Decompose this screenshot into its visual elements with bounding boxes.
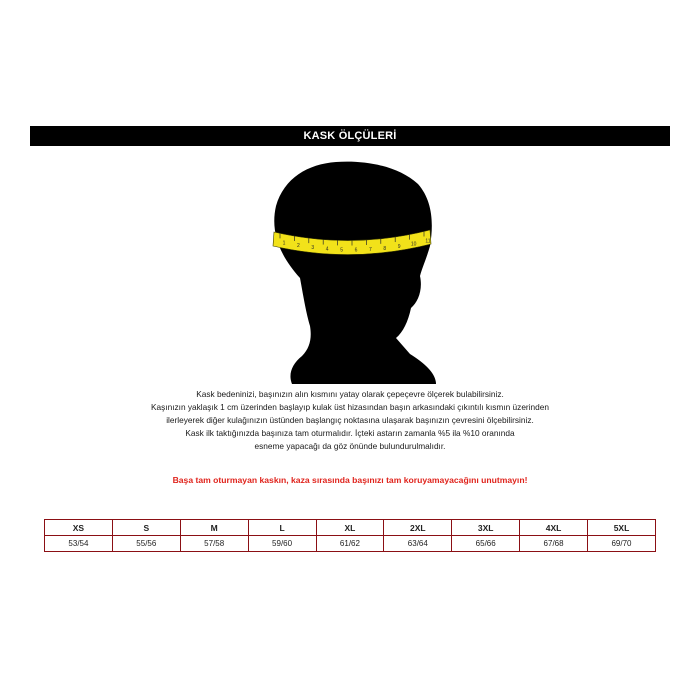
tape-mark-label: 10: [410, 241, 417, 248]
tape-mark-label: 11: [425, 238, 431, 245]
instruction-line: Kaşınızın yaklaşık 1 cm üzerinden başlayıp kulak üst hizasından başın arkasındaki çıkıntılı kısmın üzerinden: [151, 402, 549, 412]
head-illustration: [270, 160, 436, 384]
size-value: 57/58: [180, 536, 248, 552]
tape-mark-label: 3: [311, 245, 315, 252]
tape-mark-label: 9: [397, 244, 401, 251]
size-value: 65/66: [452, 536, 520, 552]
size-value: 61/62: [316, 536, 384, 552]
tape-mark-label: 2: [297, 243, 300, 250]
page-title: KASK ÖLÇÜLERİ: [30, 126, 670, 146]
size-label: S: [112, 520, 180, 536]
size-label: XS: [45, 520, 113, 536]
instruction-line: esneme yapacağı da göz önünde bulundurulmalıdır.: [254, 441, 446, 451]
size-label: 2XL: [384, 520, 452, 536]
size-value: 67/68: [520, 536, 588, 552]
measuring-tape-icon: [270, 160, 436, 384]
instruction-line: Kask bedeninizi, başınızın alın kısmını yatay olarak çepeçevre ölçerek bulabilirsiniz.: [196, 389, 504, 399]
size-value: 69/70: [588, 536, 656, 552]
warning-text: Başa tam oturmayan kaskın, kaza sırasında başınızı tam koruyamayacağını unutmayın!: [172, 475, 528, 485]
tape-mark-label: 5: [340, 247, 343, 254]
tape-mark-label: 6: [354, 247, 358, 254]
size-value: 53/54: [45, 536, 113, 552]
instruction-line: ilerleyerek diğer kulağınızın üstünden başlangıç noktasına ulaşarak başınızın çevresini ölçebilirsiniz.: [166, 415, 534, 425]
size-label: 5XL: [588, 520, 656, 536]
tape-mark-label: 7: [369, 246, 372, 253]
size-value: 55/56: [112, 536, 180, 552]
tape-mark-label: 4: [325, 246, 329, 253]
size-label: L: [248, 520, 316, 536]
instructions-text: [60, 388, 640, 453]
size-label: 4XL: [520, 520, 588, 536]
size-value: 59/60: [248, 536, 316, 552]
instruction-line: Kask ilk taktığınızda başınıza tam oturmalıdır. İçteki astarın zamanla %5 ila %10 oranında: [185, 428, 515, 438]
size-label-row: [45, 520, 656, 536]
size-value: 63/64: [384, 536, 452, 552]
size-label: 3XL: [452, 520, 520, 536]
size-value-row: [45, 536, 656, 552]
size-table: [44, 519, 656, 552]
size-label: M: [180, 520, 248, 536]
tape-mark-label: 8: [383, 245, 387, 252]
tape-mark-label: 1: [282, 240, 286, 247]
size-label: XL: [316, 520, 384, 536]
